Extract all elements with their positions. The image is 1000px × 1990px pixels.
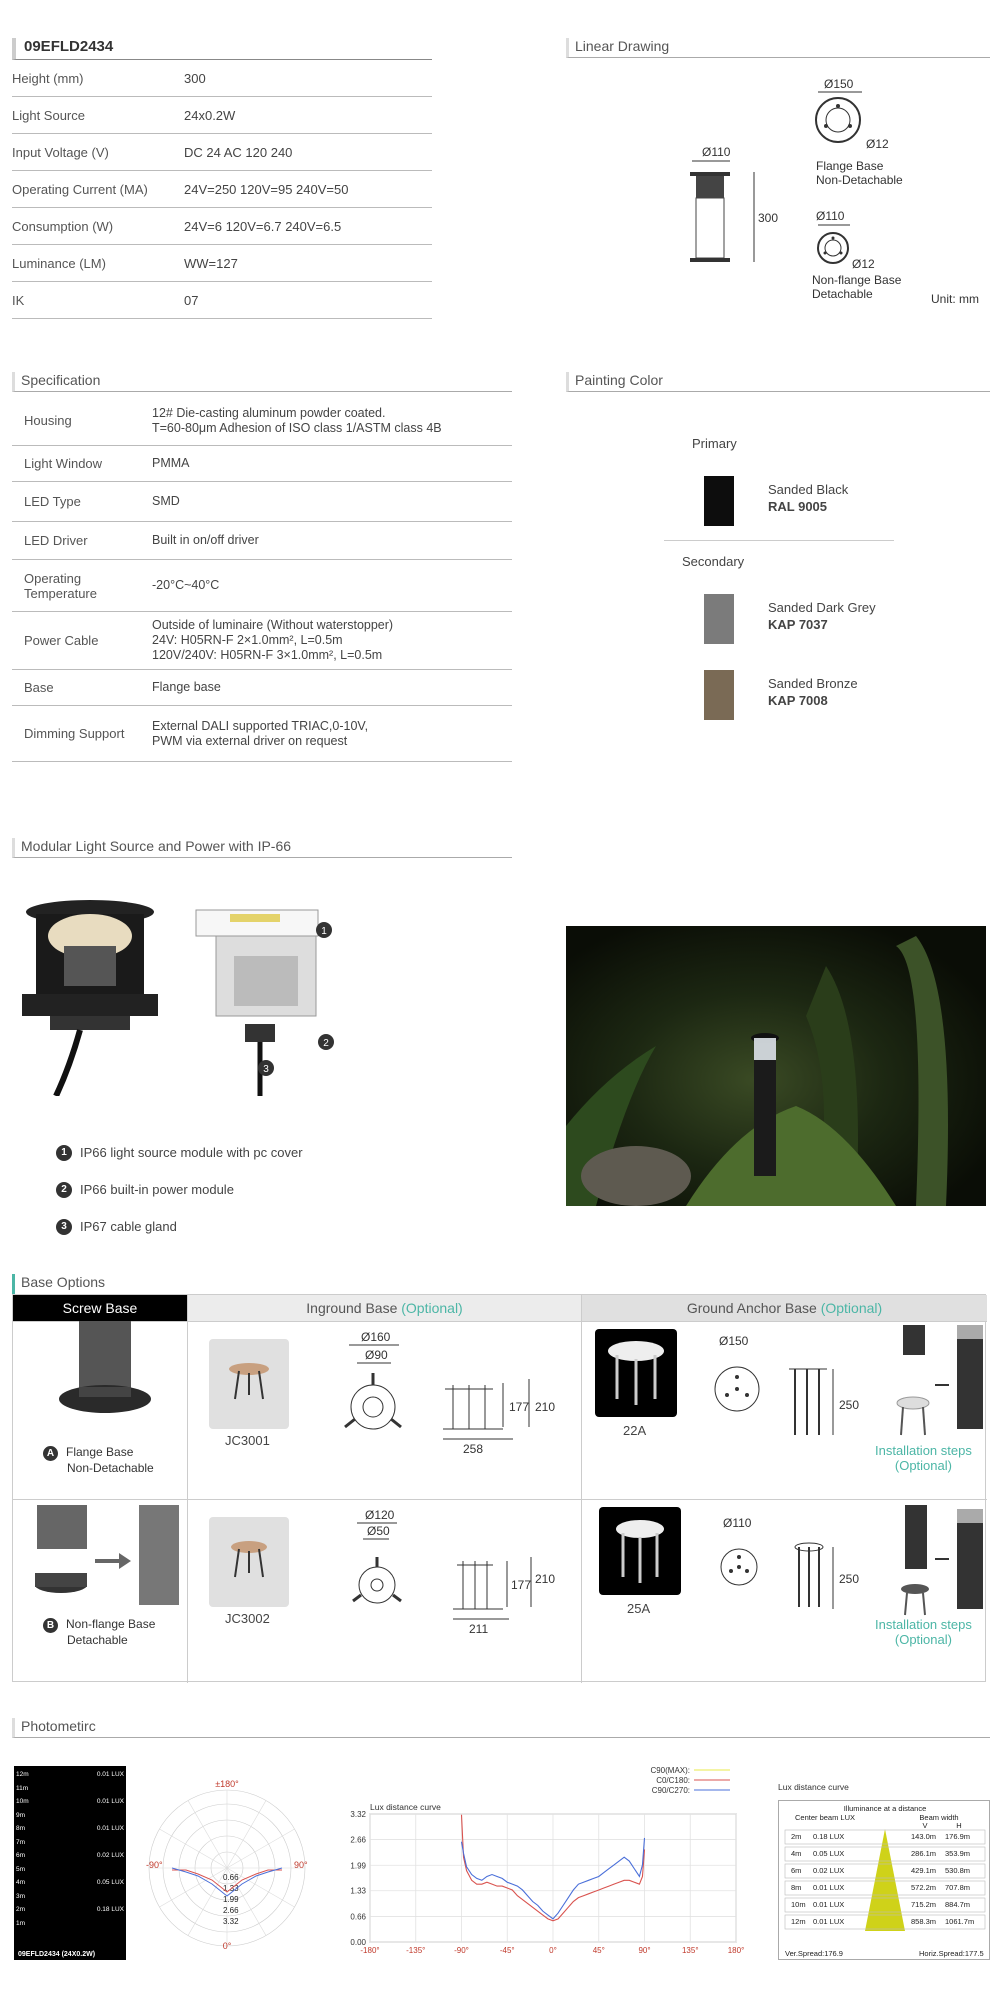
jc3002-photo [209, 1517, 289, 1607]
inground-a-drawing [313, 1325, 583, 1495]
dim-d12-b: Ø12 [852, 257, 875, 271]
param-value: 24x0.2W [184, 107, 236, 123]
header-screw-base: Screw Base [13, 1295, 187, 1321]
legend-item-3: 3 IP67 cable gland [56, 1208, 303, 1245]
illum-center-head: Center beam LUX [794, 1813, 856, 1822]
flange-base-photo [53, 1321, 163, 1431]
param-label: Luminance (LM) [12, 255, 106, 271]
ladder-caption: 09EFLD2434 (24X0.2W) [18, 1951, 96, 1958]
spec-row [12, 522, 512, 560]
specification-table [12, 396, 512, 762]
x-tick-label: -180° [360, 1946, 380, 1955]
x-tick-label: -135° [406, 1946, 426, 1955]
spec-label: LED Type [24, 494, 81, 509]
callout-3 [258, 1060, 274, 1076]
illum-cell: 1061.7m [945, 1917, 975, 1926]
svg-text:258: 258 [463, 1442, 484, 1456]
spec-value: -20°C~40°C [152, 578, 220, 592]
photometric-title: Photometirc [12, 1718, 990, 1738]
illum-cell: 10m [791, 1900, 806, 1909]
light-module-photo [22, 900, 158, 1096]
color-code-bronze: KAP 7008 [768, 693, 828, 708]
header-ground-anchor-base: Ground Anchor Base (Optional) [581, 1295, 987, 1321]
spec-label: Operating Temperature [24, 570, 97, 601]
illum-cell: 572.2m [911, 1883, 937, 1892]
ladder-row: 12m 0.01 LUX [16, 1771, 124, 1778]
svg-text:3: 3 [263, 1064, 269, 1075]
illum-cell: 429.1m [911, 1866, 937, 1875]
dim-d110-top: Ø110 [702, 145, 731, 159]
svg-text:Ø110: Ø110 [723, 1516, 752, 1530]
polar-ring-label: 2.66 [223, 1906, 239, 1915]
illum-h-head: H [956, 1821, 962, 1830]
unit-label: Unit: mm [931, 292, 979, 306]
x-tick-label: 135° [681, 1946, 699, 1955]
illum-cell: 0.01 LUX [813, 1883, 845, 1892]
illum-cell: 884.7m [945, 1900, 971, 1909]
ladder-row: 5m [16, 1865, 26, 1873]
scene-photo [566, 926, 986, 1206]
model-title: 09EFLD2434 [12, 38, 432, 60]
spec-value: 12# Die-casting aluminum powder coated. T=60-80μm Adhesion of ISO class 1/ASTM class 4B [152, 405, 442, 435]
jc3001-photo [209, 1339, 289, 1429]
illum-cell: 4m [791, 1849, 802, 1858]
svg-text:250: 250 [839, 1572, 860, 1586]
illum-v-head: V [922, 1821, 928, 1830]
spec-row [12, 706, 512, 762]
param-label: IK [12, 292, 25, 308]
illum-cell: 0.02 LUX [813, 1866, 845, 1875]
x-tick-label: -90° [454, 1946, 469, 1955]
svg-text:Ø160: Ø160 [361, 1330, 391, 1344]
illum-cell: 0.01 LUX [813, 1900, 845, 1909]
polar-bottom-label: 0° [222, 1941, 232, 1951]
x-tick-label: 90° [638, 1946, 651, 1955]
color-name-black: Sanded Black [768, 482, 849, 497]
svg-text:211: 211 [469, 1622, 489, 1636]
painting-color-title: Painting Color [566, 372, 990, 392]
badge-b: B [43, 1618, 58, 1633]
flange-label-2: Non-Detachable [816, 173, 903, 187]
dim-d110-bottom: Ø110 [816, 209, 845, 223]
param-row [12, 245, 432, 282]
svg-text:1: 1 [321, 926, 327, 937]
illum-head: Illuminance at a distance [843, 1804, 927, 1813]
y-tick-label: 0.66 [350, 1912, 366, 1922]
param-value: 07 [184, 292, 199, 308]
ladder-row: 11m [16, 1784, 29, 1792]
anchor-22a-code: 22A [623, 1423, 647, 1438]
svg-text:Ø90: Ø90 [365, 1348, 388, 1362]
spec-label: Light Window [24, 456, 103, 471]
linear-drawing-svg [566, 62, 990, 312]
spec-value: External DALI supported TRIAC,0-10V, PWM via external driver on request [152, 718, 369, 748]
color-swatch-bronze [704, 670, 734, 720]
param-label: Consumption (W) [12, 218, 114, 234]
svg-text:177: 177 [509, 1400, 530, 1414]
svg-text:Ø50: Ø50 [367, 1524, 390, 1538]
color-code-dark-grey: KAP 7037 [768, 617, 828, 632]
polar-ring-label: 1.99 [223, 1895, 239, 1904]
badge-a: A [43, 1446, 58, 1461]
spec-row [12, 560, 512, 612]
legend-item-1: 1 IP66 light source module with pc cover [56, 1134, 303, 1171]
spec-value: PMMA [152, 456, 190, 470]
dim-h300: 300 [758, 211, 779, 225]
modular-title: Modular Light Source and Power with IP-66 [12, 838, 512, 858]
ladder-row: 4m 0.05 LUX [16, 1879, 124, 1886]
linear-drawing-title: Linear Drawing [566, 38, 990, 58]
svg-text:250: 250 [839, 1398, 860, 1412]
ladder-row: 8m 0.01 LUX [16, 1825, 124, 1832]
polar-ring-label: 3.32 [223, 1917, 239, 1926]
illum-cell: 715.2m [911, 1900, 937, 1909]
legend-label: C90/C270: [651, 1786, 690, 1795]
nonflange-label-1: Non-flange Base [812, 273, 902, 287]
color-swatch-dark-grey [704, 594, 734, 644]
header-inground-base: Inground Base (Optional) [187, 1295, 581, 1321]
ladder-row: 10m 0.01 LUX [16, 1798, 124, 1805]
spec-value: Outside of luminaire (Without waterstopper) 24V: H05RN-F 2×1.0mm², L=0.5m 120V/240V: H05RN-F 3×1.0mm², L=0.5m [152, 618, 394, 662]
steps-b: Installation steps (Optional) [875, 1617, 972, 1647]
flange-label-1: Flange Base [816, 159, 884, 173]
illum-cell: 143.0m [911, 1832, 937, 1841]
spec-label: Dimming Support [24, 726, 125, 741]
illum-cell: 8m [791, 1883, 802, 1892]
hor-spread: Horiz.Spread:177.5 [919, 1949, 984, 1958]
ladder-row: 7m [16, 1838, 26, 1846]
jc3001-code: JC3001 [225, 1433, 270, 1448]
y-tick-label: 2.66 [350, 1835, 366, 1845]
lux-chart-title: Lux distance curve [370, 1802, 441, 1812]
param-value: DC 24 AC 120 240 [184, 144, 293, 160]
illum-cell: 0.01 LUX [813, 1917, 845, 1926]
inground-b-drawing [313, 1505, 583, 1675]
color-swatch-black [704, 476, 734, 526]
svg-text:177: 177 [511, 1578, 532, 1592]
polar-ring-label: 1.33 [223, 1884, 239, 1893]
polar-ring-label: 0.66 [223, 1873, 239, 1882]
anchor-b-drawing [703, 1505, 993, 1675]
param-row [12, 282, 432, 319]
base-options-table [12, 1294, 986, 1682]
spec-row [12, 670, 512, 706]
param-label: Height (mm) [12, 70, 84, 86]
spec-value: Built in on/off driver [152, 533, 259, 547]
illum-cell: 12m [791, 1917, 806, 1926]
illum-cell: 0.05 LUX [813, 1849, 845, 1858]
y-tick-label: 3.32 [350, 1810, 366, 1819]
illum-cell: 6m [791, 1866, 802, 1875]
lux-ladder [14, 1766, 126, 1960]
spec-row [12, 482, 512, 522]
param-value: 24V=250 120V=95 240V=50 [184, 181, 349, 197]
illuminance-panel [776, 1782, 990, 1962]
svg-text:2: 2 [323, 1038, 329, 1049]
anchor-25a-code: 25A [627, 1601, 651, 1616]
illum-cell: 0.18 LUX [813, 1832, 845, 1841]
svg-text:Ø120: Ø120 [365, 1508, 395, 1522]
svg-text:210: 210 [535, 1572, 556, 1586]
polar-right-label: 90° [294, 1860, 308, 1870]
illum-cell: 353.9m [945, 1849, 971, 1858]
ver-spread: Ver.Spread:176.9 [785, 1949, 843, 1958]
illum-cell: 176.9m [945, 1832, 971, 1841]
param-row [12, 97, 432, 134]
lux-distance-chart [330, 1762, 760, 1962]
param-label: Operating Current (MA) [12, 181, 148, 197]
spec-row [12, 396, 512, 446]
dim-d150: Ø150 [824, 77, 854, 91]
y-tick-label: 1.33 [350, 1886, 366, 1896]
steps-a: Installation steps (Optional) [875, 1443, 972, 1473]
svg-text:Ø150: Ø150 [719, 1334, 749, 1348]
power-module-photo [196, 910, 318, 1096]
spec-value: Flange base [152, 680, 221, 694]
product-params [12, 38, 432, 319]
param-row [12, 60, 432, 97]
polar-top-label: ±180° [215, 1779, 239, 1789]
illum-cell: 286.1m [911, 1849, 937, 1858]
param-label: Light Source [12, 107, 85, 123]
ladder-row: 6m 0.02 LUX [16, 1852, 124, 1859]
row-a-label: A Flange Base Non-Detachable [43, 1445, 154, 1476]
param-value: WW=127 [184, 255, 238, 271]
x-tick-label: 0° [549, 1946, 557, 1955]
color-code-black: RAL 9005 [768, 499, 828, 514]
x-tick-label: -45° [499, 1946, 515, 1955]
spec-label: Power Cable [24, 633, 99, 648]
linear-drawing [566, 62, 990, 312]
y-tick-label: 1.99 [350, 1861, 366, 1871]
param-label: Input Voltage (V) [12, 144, 109, 160]
svg-text:210: 210 [535, 1400, 556, 1414]
ladder-row: 2m 0.18 LUX [16, 1906, 124, 1913]
module-legend [56, 1134, 303, 1245]
color-name-dark-grey: Sanded Dark Grey [768, 600, 876, 615]
callout-2 [318, 1034, 334, 1050]
param-row [12, 171, 432, 208]
param-row [12, 134, 432, 171]
param-value: 24V=6 120V=6.7 240V=6.5 [184, 218, 342, 234]
spec-label: Housing [24, 413, 72, 428]
illum-cell: 858.3m [911, 1917, 937, 1926]
module-images [20, 896, 340, 1096]
x-tick-label: 45° [592, 1946, 605, 1955]
illum-cell: 530.8m [945, 1866, 971, 1875]
ladder-row: 3m [16, 1892, 26, 1900]
param-row [12, 208, 432, 245]
color-name-bronze: Sanded Bronze [768, 676, 858, 691]
illum-cell: 2m [791, 1832, 802, 1841]
nonflange-base-photo [23, 1505, 183, 1625]
specification-title: Specification [12, 372, 512, 392]
painting-color-panel [566, 396, 990, 736]
dim-d12-a: Ø12 [866, 137, 889, 151]
ladder-row: 9m [16, 1811, 26, 1819]
x-tick-label: 180° [727, 1946, 745, 1955]
illum-title: Lux distance curve [778, 1782, 849, 1792]
fixture-drawing [690, 172, 754, 262]
legend-item-2: 2 IP66 built-in power module [56, 1171, 303, 1208]
illum-cell: 707.8m [945, 1883, 971, 1892]
spec-label: LED Driver [24, 533, 88, 548]
anchor-22a-photo [595, 1329, 677, 1417]
legend-label: C90(MAX): [650, 1766, 690, 1775]
callout-1 [316, 922, 332, 938]
y-tick-label: 0.00 [350, 1938, 366, 1947]
secondary-label: Secondary [682, 554, 745, 569]
nonflange-label-2: Detachable [812, 287, 873, 301]
spec-row [12, 612, 512, 670]
spec-label: Base [24, 680, 54, 695]
illum-bw-head: Beam width [919, 1813, 959, 1822]
legend-label: C0/C180: [656, 1776, 690, 1785]
param-value: 300 [184, 70, 206, 86]
polar-left-label: -90° [146, 1860, 163, 1870]
primary-label: Primary [692, 436, 737, 451]
spec-value: SMD [152, 494, 180, 508]
jc3002-code: JC3002 [225, 1611, 270, 1626]
ladder-row: 1m [16, 1919, 26, 1927]
spec-row [12, 446, 512, 482]
anchor-25a-photo [599, 1507, 681, 1595]
row-b-label: B Non-flange Base Detachable [43, 1617, 155, 1648]
polar-chart [142, 1776, 312, 1952]
base-options-title: Base Options [12, 1274, 990, 1294]
